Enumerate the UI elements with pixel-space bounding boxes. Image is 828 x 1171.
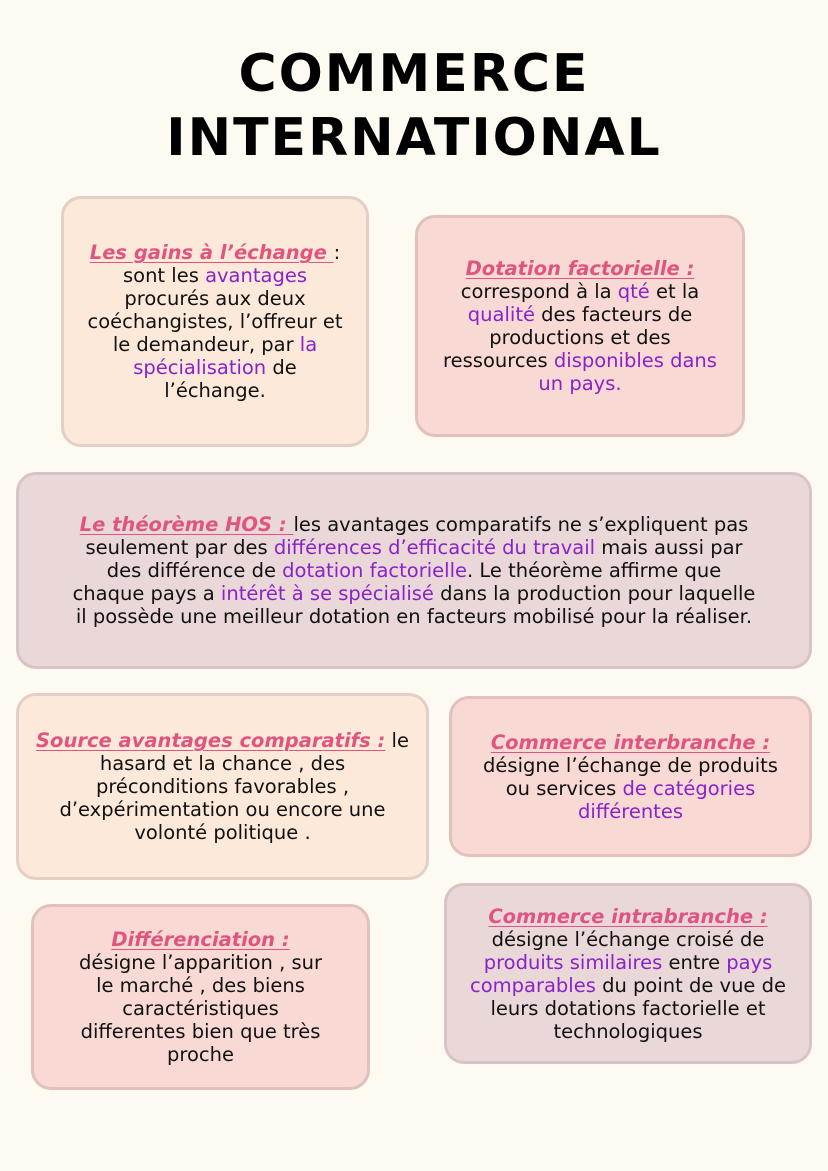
term-commerce-intrabranche: Commerce intrabranche :	[488, 904, 768, 928]
card-dotation-text: Dotation factorielle : correspond à la qté et la qualité des facteurs de productions et des ressources disponibles dans un pays.	[443, 257, 717, 395]
term-dotation-factorielle: Dotation factorielle :	[465, 257, 695, 280]
term-commerce-interbranche: Commerce interbranche :	[490, 730, 771, 754]
card-interbranche-text: Commerce interbranche : désigne l’échange de produits ou services de catégories différentes	[483, 730, 778, 823]
title-line-1: COMMERCE	[238, 44, 590, 104]
card-differenciation-text: Différenciation : désigne l’apparition , sur le marché , des biens caractéristiques differentes bien que très proche	[78, 928, 323, 1066]
card-gains-text: Les gains à l’échange : sont les avantages procurés aux deux coéchangistes, l’offreur et le demandeur, par la spécialisation de l’échange.	[87, 241, 343, 402]
card-gains-echange	[61, 196, 369, 447]
card-commerce-interbranche	[449, 696, 812, 857]
term-theoreme-hos: Le théorème HOS :	[79, 513, 294, 536]
term-source-avantages: Source avantages comparatifs :	[36, 729, 386, 752]
card-commerce-intrabranche	[444, 883, 812, 1064]
term-gains-echange: Les gains à l’échange	[89, 241, 334, 264]
card-differenciation	[31, 904, 370, 1090]
page-title	[0, 42, 828, 170]
term-differenciation: Différenciation :	[111, 928, 290, 951]
card-source-text: Source avantages comparatifs : le hasard et la chance , des préconditions favorables , d’expérimentation ou encore une volonté politique .	[36, 729, 409, 844]
card-source-avantages	[16, 693, 429, 880]
title-line-2: INTERNATIONAL	[166, 108, 662, 168]
card-dotation-factorielle	[415, 215, 745, 437]
card-hos-text: Le théorème HOS : les avantages comparatifs ne s’expliquent pas seulement par des différences d’efficacité du travail mais aussi par des différence de dotation factorielle. Le théorème affirme que chaque pays a intérêt à se spécialisé dans la production pour laquelle il possède une meilleur dotation en facteurs mobilisé pour la réaliser.	[72, 513, 756, 628]
card-theoreme-hos	[16, 472, 812, 669]
card-intrabranche-text: Commerce intrabranche : désigne l’échange croisé de produits similaires entre pays comparables du point de vue de leurs dotations factorielle et technologiques	[469, 904, 786, 1043]
